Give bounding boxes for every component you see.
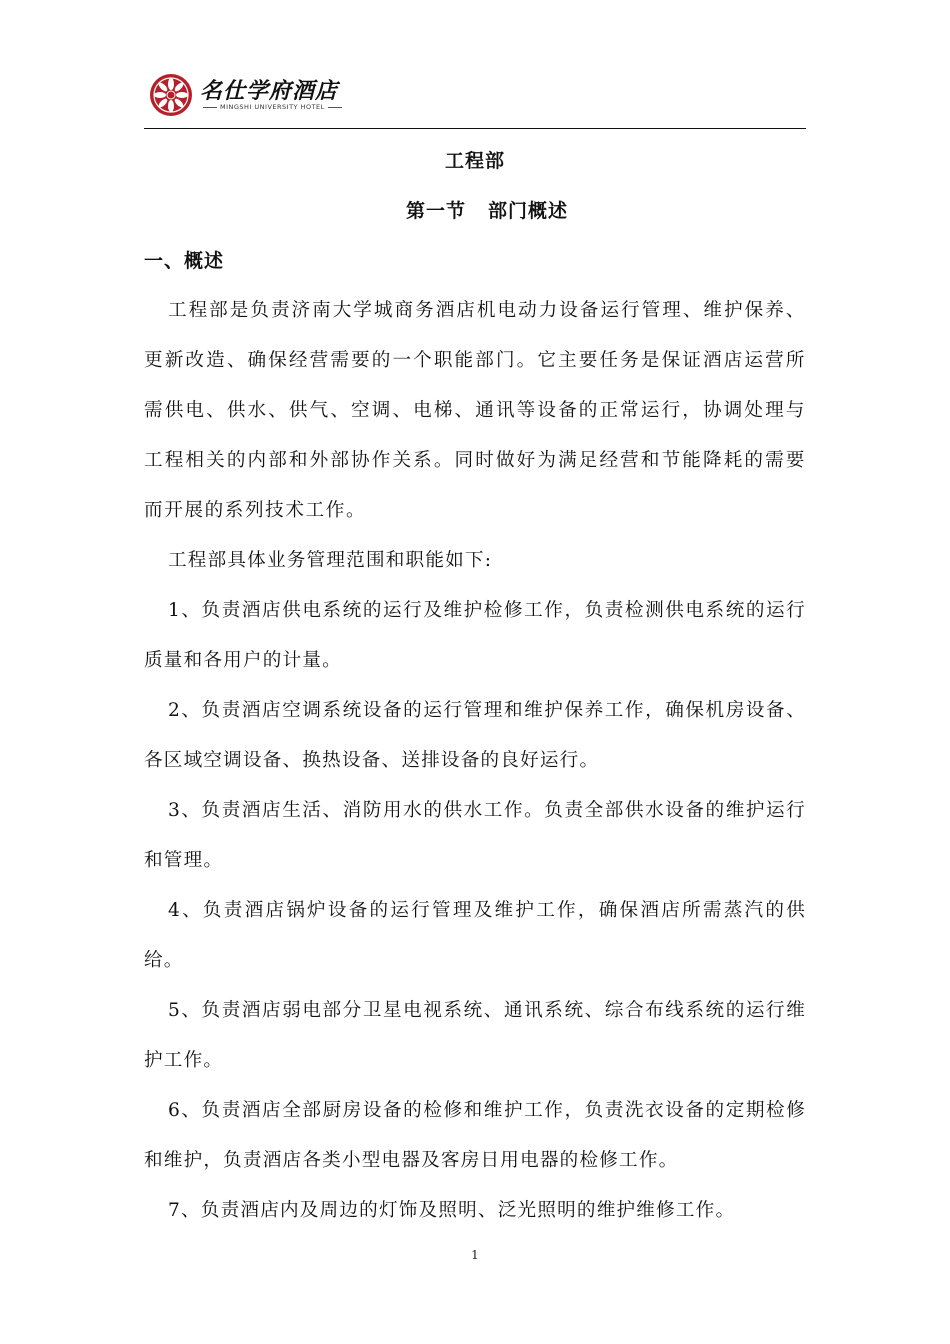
header-divider xyxy=(144,128,806,129)
page-number: 1 xyxy=(471,1248,479,1262)
logo-dash-left xyxy=(203,107,217,108)
subsection-heading: 一、概述 xyxy=(144,250,225,272)
hotel-emblem-icon xyxy=(148,72,194,118)
logo-dash-right xyxy=(328,107,342,108)
list-item: 3、负责酒店生活、消防用水的供水工作。负责全部供水设备的维护运行和管理。 xyxy=(144,800,806,871)
list-item: 4、负责酒店锅炉设备的运行管理及维护工作，确保酒店所需蒸汽的供给。 xyxy=(144,900,806,971)
document-title: 工程部 xyxy=(444,150,505,172)
list-item: 5、负责酒店弱电部分卫星电视系统、通讯系统、综合布线系统的运行维护工作。 xyxy=(144,1000,806,1071)
section-name: 部门概述 xyxy=(488,200,569,222)
list-item: 7、负责酒店内及周边的灯饰及照明、泛光照明的维护维修工作。 xyxy=(168,1200,736,1221)
list-item: 1、负责酒店供电系统的运行及维护检修工作，负责检测供电系统的运行质量和各用户的计量。 xyxy=(144,600,806,671)
document-body xyxy=(144,286,806,1236)
scope-intro-paragraph: 工程部具体业务管理范围和职能如下: xyxy=(168,550,493,571)
logo-english-line xyxy=(200,103,345,112)
page-header xyxy=(148,70,345,120)
section-title xyxy=(12,196,950,223)
logo-wordmark xyxy=(200,79,345,112)
logo-english-name: MINGSHI UNIVERSITY HOTEL xyxy=(220,102,325,111)
logo-chinese-name: 名仕学府酒店 xyxy=(200,77,339,104)
list-item: 2、负责酒店空调系统设备的运行管理和维护保养工作，确保机房设备、各区域空调设备、换热设备、送排设备的良好运行。 xyxy=(144,700,806,771)
list-item: 6、负责酒店全部厨房设备的检修和维护工作，负责洗衣设备的定期检修和维护，负责酒店各类小型电器及客房日用电器的检修工作。 xyxy=(144,1100,806,1171)
intro-paragraph: 工程部是负责济南大学城商务酒店机电动力设备运行管理、维护保养、更新改造、确保经营需要的一个职能部门。它主要任务是保证酒店运营所需供电、供水、供气、空调、电梯、通讯等设备的正常运行，协调处理与工程相关的内部和外部协作关系。同时做好为满足经营和节能降耗的需要而开展的系列技术工作。 xyxy=(144,300,806,521)
section-label: 第一节 xyxy=(405,200,466,222)
